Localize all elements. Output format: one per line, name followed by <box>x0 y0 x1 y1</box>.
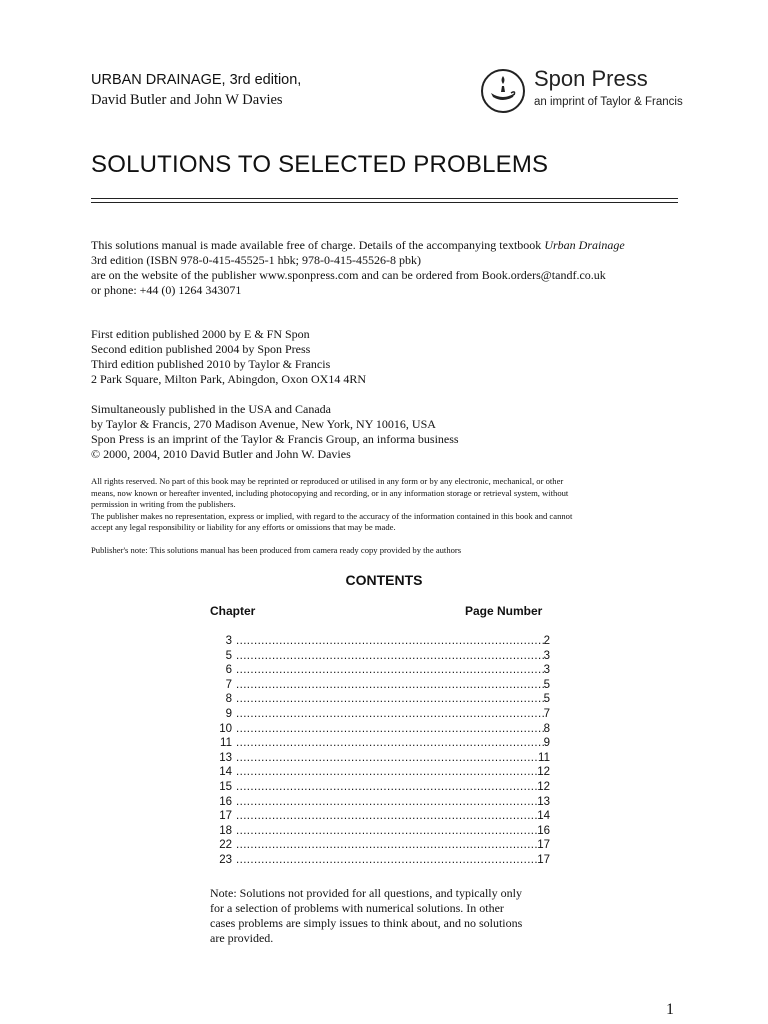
toc-row[interactable] <box>210 736 550 751</box>
toc-row[interactable] <box>210 692 550 707</box>
textbook-title: Urban Drainage <box>544 238 625 252</box>
toc-page: 16 <box>537 824 550 837</box>
toc-leader <box>236 692 544 707</box>
availability-line: or phone: +44 (0) 1264 343071 <box>91 283 242 297</box>
toc-leader <box>236 736 544 751</box>
publisher-note <box>91 545 461 557</box>
toc-leader <box>236 853 537 868</box>
toc-row[interactable] <box>210 853 550 868</box>
rights-line: permission in writing from the publishers. <box>91 499 236 509</box>
toc-row[interactable] <box>210 809 550 824</box>
toc-page: 7 <box>543 707 550 720</box>
usa-publication-paragraph <box>91 402 459 462</box>
toc-row[interactable] <box>210 751 550 766</box>
note-line: cases problems are simply issues to think about, and no solutions <box>210 916 523 930</box>
toc-chapter: 3 <box>225 635 232 647</box>
toc-chapter: 13 <box>219 751 232 764</box>
toc-row[interactable] <box>210 649 550 664</box>
toc-chapter: 16 <box>219 795 232 808</box>
toc-leader <box>236 809 537 824</box>
toc-row[interactable] <box>210 824 550 839</box>
page-number: 1 <box>666 1001 674 1018</box>
toc-leader <box>236 663 544 678</box>
toc-leader <box>236 780 537 795</box>
contents-column-chapter: Chapter <box>210 604 256 618</box>
toc-leader <box>236 649 544 664</box>
toc-chapter: 7 <box>225 678 232 691</box>
toc-page: 8 <box>543 722 550 735</box>
toc-leader <box>236 765 537 780</box>
publisher-note-text: Publisher's note: This solutions manual has been produced from camera ready copy provided by the authors <box>91 545 462 555</box>
toc-page: 2 <box>543 635 550 647</box>
toc-chapter: 8 <box>225 693 232 706</box>
toc-leader <box>236 795 537 810</box>
toc-row[interactable] <box>210 765 550 780</box>
toc-page: 5 <box>543 693 550 706</box>
availability-line <box>91 238 625 253</box>
toc-row[interactable] <box>210 663 550 678</box>
toc-chapter: 5 <box>225 649 232 662</box>
book-title: URBAN DRAINAGE <box>91 72 222 88</box>
toc-chapter: 17 <box>219 810 232 823</box>
toc-page: 13 <box>537 795 550 808</box>
toc-leader <box>236 751 538 766</box>
book-title-line <box>91 72 301 89</box>
toc-row[interactable] <box>210 678 550 693</box>
publisher-address: 2 Park Square, Milton Park, Abingdon, Oxon OX14 4RN <box>91 372 366 386</box>
toc-leader <box>236 824 537 839</box>
usa-line: by Taylor & Francis, 270 Madison Avenue, New York, NY 10016, USA <box>91 417 436 431</box>
book-edition: , 3rd edition, <box>221 72 302 88</box>
availability-line: are on the website of the publisher www.sponpress.com and can be ordered from Book.orders@tandf.co.uk <box>91 268 606 282</box>
rights-line: accept any legal responsibility or liability for any efforts or omissions that may be made. <box>91 522 396 532</box>
usa-line: Simultaneously published in the USA and Canada <box>91 402 331 416</box>
lamp-icon <box>480 68 526 114</box>
toc-chapter: 15 <box>219 780 232 793</box>
rights-line: The publisher makes no representation, express or implied, with regard to the accuracy of the information contained in this book and cannot <box>91 510 573 521</box>
availability-text: This solutions manual is made available free of charge. Details of the accompanying textbook <box>91 238 545 252</box>
toc-leader <box>236 634 544 649</box>
toc-row[interactable] <box>210 707 550 722</box>
page-title: SOLUTIONS TO SELECTED PROBLEMS <box>91 151 549 178</box>
toc-page: 17 <box>537 853 550 866</box>
toc-page: 17 <box>537 839 550 852</box>
solutions-note <box>210 886 522 946</box>
toc-page: 3 <box>543 649 550 662</box>
toc-chapter: 22 <box>219 839 232 852</box>
toc-page: 11 <box>538 751 550 764</box>
publisher-logo <box>480 64 710 120</box>
rights-paragraph <box>91 476 572 534</box>
toc-page: 5 <box>543 678 550 691</box>
publisher-tagline: an imprint of Taylor & Francis <box>534 96 683 108</box>
toc-leader <box>236 838 537 853</box>
note-line: for a selection of problems with numerical solutions. In other <box>210 901 504 915</box>
toc-leader <box>236 722 544 737</box>
toc-chapter: 11 <box>220 737 232 750</box>
toc-row[interactable] <box>210 722 550 737</box>
toc-page: 3 <box>543 664 550 677</box>
edition-line: First edition published 2000 by E & FN Spon <box>91 327 310 341</box>
toc-chapter: 10 <box>219 722 232 735</box>
publisher-name: Spon Press <box>534 66 648 91</box>
note-line: are provided. <box>210 931 274 945</box>
edition-line: Third edition published 2010 by Taylor & Francis <box>91 357 331 371</box>
toc-leader <box>236 678 544 693</box>
table-of-contents <box>210 634 550 868</box>
rights-line: means, now known or hereafter invented, including photocopying and recording, or in any information storage or retrieval system, without <box>91 487 569 498</box>
availability-line: 3rd edition (ISBN 978-0-415-45525-1 hbk; 978-0-415-45526-8 pbk) <box>91 253 421 267</box>
toc-leader <box>236 707 544 722</box>
toc-chapter: 18 <box>219 824 232 837</box>
toc-page: 12 <box>537 766 550 779</box>
title-divider-top <box>91 198 678 199</box>
rights-line: All rights reserved. No part of this book may be reprinted or reproduced or utilised in any form or by any electronic, mechanical, or other <box>91 476 564 486</box>
toc-page: 12 <box>537 780 550 793</box>
editions-paragraph <box>91 327 366 387</box>
toc-chapter: 14 <box>219 766 232 779</box>
toc-row[interactable] <box>210 795 550 810</box>
toc-row[interactable] <box>210 838 550 853</box>
book-authors: David Butler and John W Davies <box>91 92 283 108</box>
toc-row[interactable] <box>210 634 550 649</box>
contents-heading: CONTENTS <box>345 572 423 588</box>
note-line: Note: Solutions not provided for all questions, and typically only <box>210 886 522 900</box>
toc-chapter: 9 <box>225 707 232 720</box>
availability-paragraph <box>91 238 625 298</box>
usa-line: Spon Press is an imprint of the Taylor & Francis Group, an informa business <box>91 432 459 446</box>
toc-chapter: 23 <box>219 853 232 866</box>
toc-page: 9 <box>543 737 550 750</box>
toc-page: 14 <box>537 810 550 823</box>
toc-row[interactable] <box>210 780 550 795</box>
toc-chapter: 6 <box>225 664 232 677</box>
contents-column-page: Page Number <box>465 604 543 618</box>
copyright-line: © 2000, 2004, 2010 David Butler and John W. Davies <box>91 447 351 461</box>
title-divider-bottom <box>91 202 678 203</box>
edition-line: Second edition published 2004 by Spon Press <box>91 342 311 356</box>
